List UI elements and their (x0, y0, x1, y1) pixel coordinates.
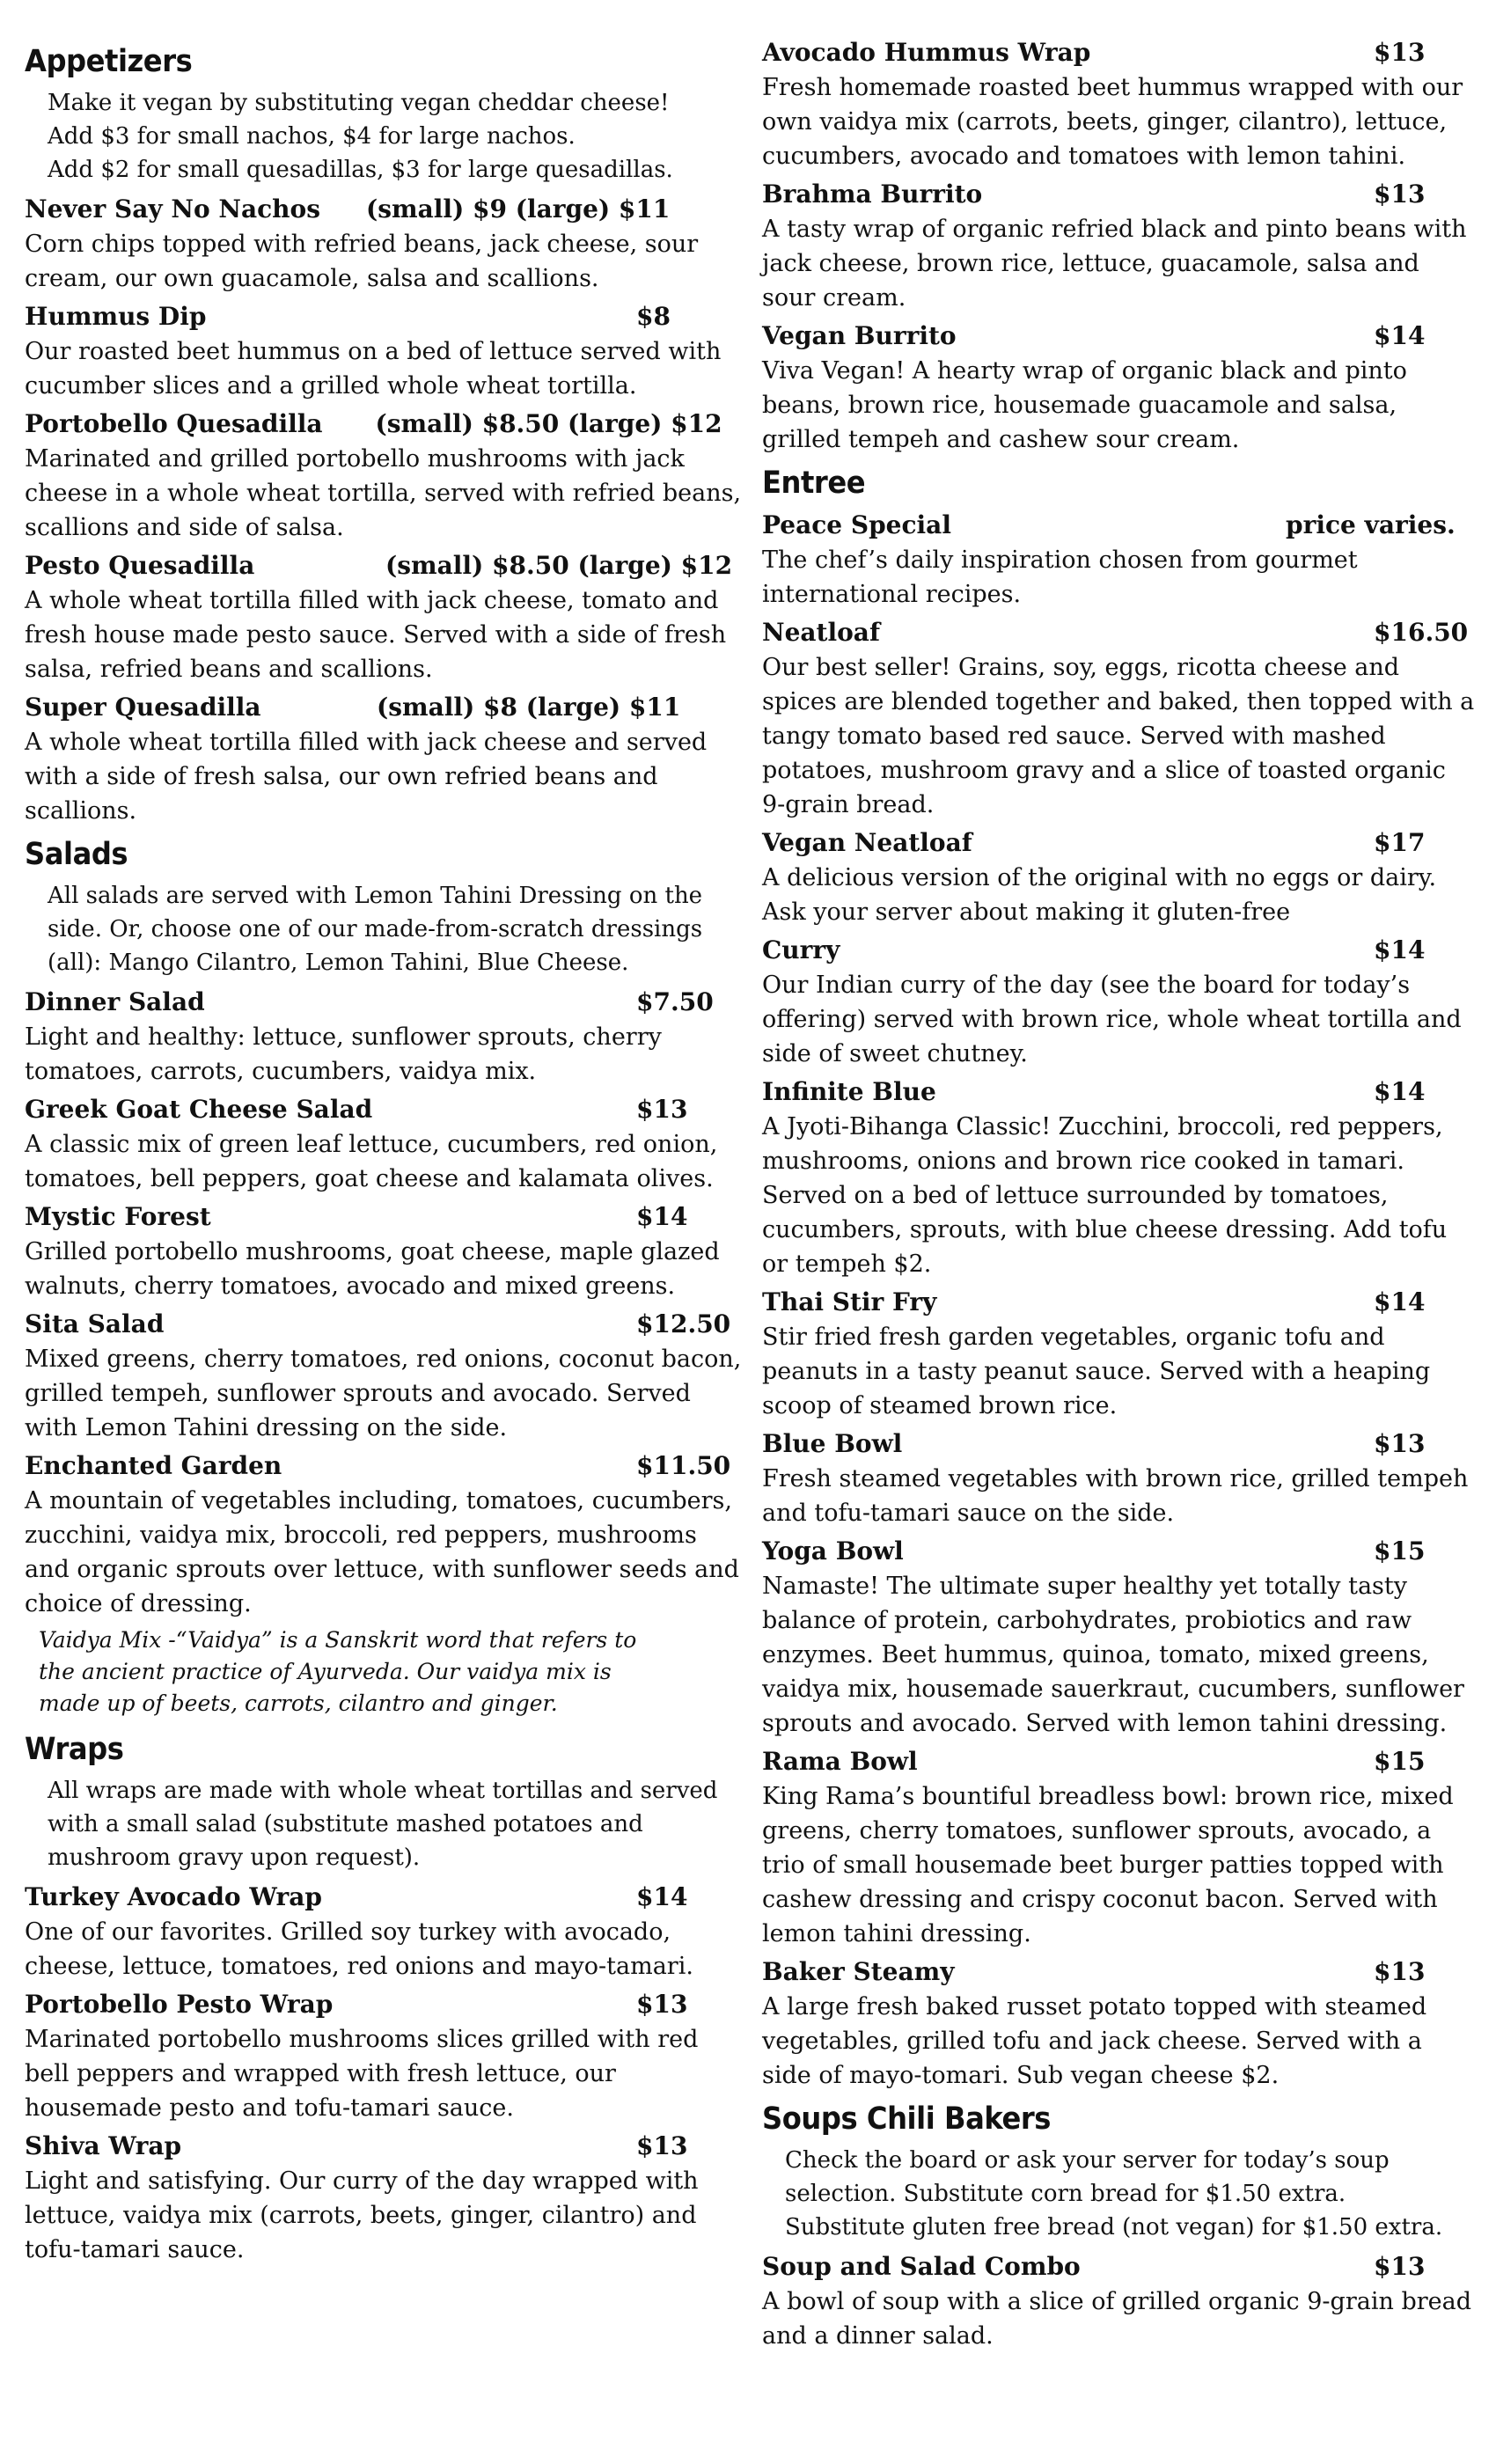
item-name: Portobello Pesto Wrap (25, 1990, 334, 2019)
menu-item-sita-salad (25, 1307, 746, 1445)
entree-heading: Entree (762, 466, 866, 501)
item-name: Shiva Wrap (25, 2131, 182, 2160)
menu-item-infinite-blue (762, 1074, 1475, 1281)
item-price: $14 (636, 1202, 688, 1231)
item-name: Brahma Burrito (762, 180, 983, 209)
item-name: Soup and Salad Combo (762, 2252, 1081, 2281)
item-description: A whole wheat tortilla filled with jack cheese, tomato and fresh house made pesto sauce. Served with a side of fresh salsa, refried beans and scallions. (25, 587, 727, 683)
menu-item-shiva-wrap (25, 2129, 746, 2267)
menu-item-turkey-avocado-wrap (25, 1880, 746, 1984)
item-description: Grilled portobello mushrooms, goat cheese, maple glazed walnuts, cherry tomatoes, avocado and mixed greens. (25, 1238, 720, 1300)
item-price: $13 (1374, 38, 1426, 67)
menu-item-hummus-dip (25, 299, 746, 403)
appetizers-note-line: Add $3 for small nachos, $4 for large nachos. (48, 123, 576, 150)
salads-note: All salads are served with Lemon Tahini Dressing on the side. Or, choose one of our made-from-scratch dressings (all): Mango Cilantro, Lemon Tahini, Blue Cheese. (48, 883, 703, 976)
item-name: Greek Goat Cheese Salad (25, 1095, 373, 1124)
menu-item-vegan-burrito (762, 319, 1475, 457)
item-price: $17 (1374, 828, 1426, 857)
item-price: $13 (1374, 180, 1426, 209)
item-price: $16.50 (1374, 618, 1469, 647)
item-name: Infinite Blue (762, 1077, 936, 1106)
menu-item-enchanted-garden (25, 1448, 746, 1621)
menu-item-neatloaf (762, 615, 1475, 822)
item-price: $13 (1374, 1957, 1426, 1986)
item-name: Pesto Quesadilla (25, 551, 255, 580)
menu-item-soup-and-salad-combo (762, 2249, 1475, 2353)
item-name: Baker Steamy (762, 1957, 955, 1986)
item-name: Yoga Bowl (762, 1536, 904, 1566)
item-description: A classic mix of green leaf lettuce, cucumbers, red onion, tomatoes, bell peppers, goat cheese and kalamata olives. (25, 1131, 718, 1192)
item-price: $13 (1374, 2252, 1426, 2281)
item-name: Portobello Quesadilla (25, 409, 323, 438)
item-name: Rama Bowl (762, 1747, 918, 1776)
item-description: A large fresh baked russet potato topped with steamed vegetables, grilled tofu and jack cheese. Served with a side of mayo-tomari. Sub vegan cheese $2. (762, 1993, 1427, 2089)
item-description: Viva Vegan! A hearty wrap of organic black and pinto beans, brown rice, housemade guacamole and salsa, grilled tempeh and cashew sour cream. (762, 357, 1407, 453)
menu-item-never-say-no-nachos (25, 192, 746, 296)
item-name: Peace Special (762, 510, 951, 539)
item-price: $8 (636, 302, 671, 331)
item-description: The chef’s daily inspiration chosen from gourmet international recipes. (762, 546, 1358, 608)
item-description: A Jyoti-Bihanga Classic! Zucchini, broccoli, red peppers, mushrooms, onions and brown rice cooked in tamari. Served on a bed of lettuce surrounded by tomatoes, cucumbers, sprouts, with blue cheese dressing. Add tofu or tempeh $2. (762, 1113, 1448, 1278)
menu-item-blue-bowl (762, 1426, 1475, 1530)
item-description: Namaste! The ultimate super healthy yet totally tasty balance of protein, carbohydrates, probiotics and raw enzymes. Beet hummus, quinoa, tomato, mixed greens, vaidya mix, housemade sauerkraut, cucumbers, sunflower sprouts and avocado. Served with lemon tahini dressing. (762, 1573, 1464, 1737)
item-price: $11.50 (636, 1451, 731, 1480)
item-name: Super Quesadilla (25, 693, 261, 722)
item-description: Marinated portobello mushrooms slices grilled with red bell peppers and wrapped with fresh lettuce, our housemade pesto and tofu-tamari sauce. (25, 2026, 699, 2122)
item-price: (small) $8 (large) $11 (377, 693, 681, 722)
appetizers-heading: Appetizers (25, 44, 193, 79)
soups-note-line: Check the board or ask your server for today’s soup selection. Substitute corn bread for $1.50 extra. (785, 2147, 1390, 2207)
item-price: $13 (636, 1095, 688, 1124)
menu-item-curry (762, 933, 1475, 1071)
item-description: A delicious version of the original with no eggs or dairy. Ask your server about making it gluten-free (762, 864, 1437, 926)
item-description: Fresh steamed vegetables with brown rice, grilled tempeh and tofu-tamari sauce on the side. (762, 1465, 1469, 1527)
menu-item-greek-goat-cheese-salad (25, 1092, 746, 1196)
item-price: $14 (1374, 935, 1426, 964)
item-description: One of our favorites. Grilled soy turkey with avocado, cheese, lettuce, tomatoes, red onions and mayo-tamari. (25, 1918, 693, 1980)
item-price: $13 (636, 1990, 688, 2019)
item-description: Our roasted beet hummus on a bed of lettuce served with cucumber slices and a grilled whole wheat tortilla. (25, 338, 722, 400)
item-description: Corn chips topped with refried beans, jack cheese, sour cream, our own guacamole, salsa and scallions. (25, 231, 699, 292)
menu-item-rama-bowl (762, 1744, 1475, 1951)
item-description: A tasty wrap of organic refried black and pinto beans with jack cheese, brown rice, lettuce, guacamole, salsa and sour cream. (762, 216, 1467, 312)
menu-item-yoga-bowl (762, 1534, 1475, 1741)
item-price: $15 (1374, 1536, 1426, 1566)
item-description: King Rama’s bountiful breadless bowl: brown rice, mixed greens, cherry tomatoes, sunflower sprouts, avocado, a trio of small housemade beet burger patties topped with cashew dressing and crispy coconut bacon. Served with lemon tahini dressing. (762, 1783, 1454, 1947)
menu-item-dinner-salad (25, 985, 746, 1089)
soups-note-line: Substitute gluten free bread (not vegan) for $1.50 extra. (785, 2214, 1443, 2240)
item-price: $14 (1374, 1287, 1426, 1316)
wraps-heading: Wraps (25, 1732, 124, 1767)
menu-item-pesto-quesadilla (25, 548, 746, 686)
item-name: Mystic Forest (25, 1202, 211, 1231)
item-name: Blue Bowl (762, 1429, 903, 1458)
item-description: A mountain of vegetables including, tomatoes, cucumbers, zucchini, vaidya mix, broccoli, red peppers, mushrooms and organic sprouts over lettuce, with sunflower seeds and choice of dressing. (25, 1487, 739, 1617)
item-name: Hummus Dip (25, 302, 207, 331)
appetizers-note (25, 86, 746, 187)
item-name: Sita Salad (25, 1309, 165, 1338)
item-description: Light and satisfying. Our curry of the day wrapped with lettuce, vaidya mix (carrots, beets, ginger, cilantro) and tofu-tamari sauce. (25, 2167, 699, 2263)
item-name: Enchanted Garden (25, 1451, 282, 1480)
item-name: Neatloaf (762, 618, 880, 647)
item-price: $14 (1374, 1077, 1426, 1106)
soups-heading: Soups Chili Bakers (762, 2101, 1051, 2137)
menu-item-peace-special (762, 508, 1475, 612)
item-description: Stir fried fresh garden vegetables, organic tofu and peanuts in a tasty peanut sauce. Served with a heaping scoop of steamed brown rice. (762, 1324, 1431, 1419)
item-name: Dinner Salad (25, 987, 205, 1016)
item-name: Avocado Hummus Wrap (762, 38, 1091, 67)
menu-item-avocado-hummus-wrap (762, 35, 1475, 173)
wraps-note: All wraps are made with whole wheat tortillas and served with a small salad (substitute mashed potatoes and mushroom gravy upon request). (48, 1778, 718, 1871)
item-description: A bowl of soup with a slice of grilled organic 9-grain bread and a dinner salad. (762, 2288, 1471, 2350)
menu-item-super-quesadilla (25, 690, 746, 828)
menu-item-baker-steamy (762, 1954, 1475, 2093)
item-price: (small) $9 (large) $11 (365, 194, 671, 224)
salads-heading: Salads (25, 837, 128, 872)
item-name: Curry (762, 935, 840, 964)
item-price: $13 (1374, 1429, 1426, 1458)
left-column (25, 35, 746, 2270)
right-column (762, 35, 1475, 2357)
vaidya-mix-note: Vaidya Mix -“Vaidya” is a Sanskrit word that refers to the ancient practice of Ayurveda. Our vaidya mix is made up of beets, carrots, cilantro and ginger. (39, 1627, 637, 1716)
item-description: Light and healthy: lettuce, sunflower sprouts, cherry tomatoes, carrots, cucumbers, vaidya mix. (25, 1023, 662, 1085)
item-name: Turkey Avocado Wrap (25, 1882, 322, 1911)
item-price: price varies. (1286, 510, 1456, 539)
menu-item-portobello-quesadilla (25, 407, 746, 545)
item-name: Never Say No Nachos (25, 194, 320, 224)
item-price: $15 (1374, 1747, 1426, 1776)
item-price: $14 (1374, 321, 1426, 350)
item-name: Vegan Neatloaf (762, 828, 972, 857)
appetizers-note-line: Make it vegan by substituting vegan cheddar cheese! (48, 90, 670, 116)
menu-item-thai-stir-fry (762, 1285, 1475, 1423)
menu-item-portobello-pesto-wrap (25, 1987, 746, 2125)
soups-note (762, 2144, 1475, 2244)
item-price: $14 (636, 1882, 688, 1911)
appetizers-note-line: Add $2 for small quesadillas, $3 for large quesadillas. (48, 157, 673, 183)
item-name: Vegan Burrito (762, 321, 957, 350)
item-price: (small) $8.50 (large) $12 (375, 409, 722, 438)
menu-item-vegan-neatloaf (762, 825, 1475, 929)
item-description: Marinated and grilled portobello mushrooms with jack cheese in a whole wheat tortilla, served with refried beans, scallions and side of salsa. (25, 445, 742, 541)
item-price: $13 (636, 2131, 688, 2160)
item-description: A whole wheat tortilla filled with jack cheese and served with a side of fresh salsa, our own refried beans and scallions. (25, 729, 708, 825)
menu-item-brahma-burrito (762, 177, 1475, 315)
item-description: Mixed greens, cherry tomatoes, red onions, coconut bacon, grilled tempeh, sunflower sprouts and avocado. Served with Lemon Tahini dressing on the side. (25, 1346, 742, 1441)
item-price: $7.50 (636, 987, 714, 1016)
menu-item-mystic-forest (25, 1199, 746, 1303)
item-price: $12.50 (636, 1309, 731, 1338)
item-description: Fresh homemade roasted beet hummus wrapped with our own vaidya mix (carrots, beets, ginger, cilantro), lettuce, cucumbers, avocado and tomatoes with lemon tahini. (762, 74, 1463, 170)
item-price: (small) $8.50 (large) $12 (385, 551, 733, 580)
item-description: Our best seller! Grains, soy, eggs, ricotta cheese and spices are blended together and baked, then topped with a tangy tomato based red sauce. Served with mashed potatoes, mushroom gravy and a slice of toasted organic 9-grain bread. (762, 654, 1475, 818)
item-name: Thai Stir Fry (762, 1287, 937, 1316)
item-description: Our Indian curry of the day (see the board for today’s offering) served with brown rice, whole wheat tortilla and side of sweet chutney. (762, 972, 1462, 1067)
